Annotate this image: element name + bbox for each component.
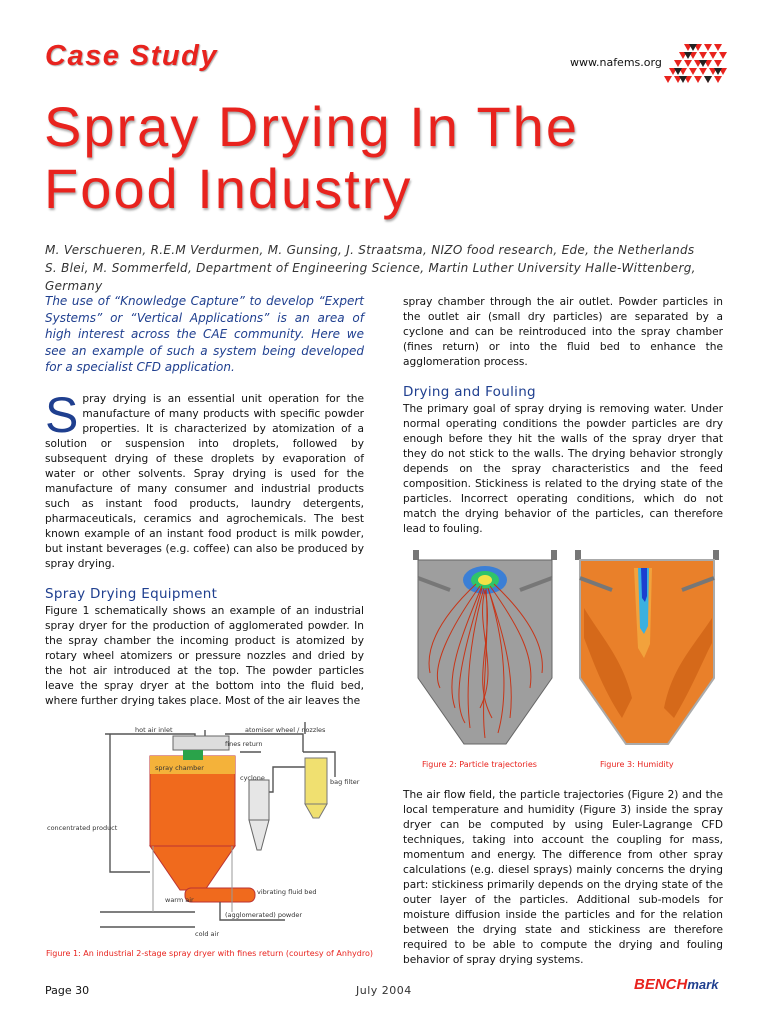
label-spray-chamber: spray chamber bbox=[155, 764, 204, 772]
title-line-2: Food Industry bbox=[44, 157, 413, 220]
authors-line-1: M. Verschueren, R.E.M Verdurmen, M. Gunsing, J. Straatsma, NIZO food research, Ede, the Netherlands bbox=[45, 243, 695, 257]
figure-1-caption: Figure 1: An industrial 2-stage spray dryer with fines return (courtesy of Anhydro) bbox=[46, 949, 373, 958]
label-warm-air: warm air bbox=[165, 896, 194, 904]
label-fines-return: fines return bbox=[225, 740, 263, 748]
issue-date: July 2004 bbox=[356, 984, 412, 997]
page-number: Page 30 bbox=[45, 984, 90, 997]
label-cold-air: cold air bbox=[195, 930, 220, 938]
heading-drying-and-fouling: Drying and Fouling bbox=[403, 384, 536, 400]
benchmark-logo-part1: BENCH bbox=[634, 976, 688, 993]
label-bag-filter: bag filter bbox=[330, 778, 360, 786]
intro-text: pray drying is an essential unit operation for the manufacture of many products with specific powder properties. It is characterized by atomization of a solution or suspension into droplets, followed by subsequent drying of these droplets by evaporation of water or other solvents. Spray drying is used for the manufacture of many consumer and industrial products such as instant food products, laundry detergents, pharmaceuticals, ceramics and agrochemicals. The best known example of an instant food product is milk powder, but instant beverages (e.g. coffee) can also be produced by spray drying. bbox=[45, 392, 364, 570]
figure-3-humidity-image bbox=[572, 548, 722, 748]
right-column-lower bbox=[403, 788, 723, 968]
article-title bbox=[44, 96, 579, 220]
site-url[interactable]: www.nafems.org bbox=[570, 56, 662, 69]
lead-paragraph: The use of “Knowledge Capture” to develop “Expert Systems” or “Vertical Applications” is an area of high interest across the CAE community. Here we see an example of such a system being developed for a specialist CFD application. bbox=[45, 294, 364, 375]
figure-2-caption: Figure 2: Particle trajectories bbox=[422, 760, 537, 769]
section-tag: Case Study bbox=[45, 40, 218, 72]
drop-cap: S bbox=[45, 386, 79, 443]
benchmark-logo-part2: mark bbox=[687, 977, 719, 992]
label-atomiser: atomiser wheel / nozzles bbox=[245, 726, 326, 734]
title-line-1: Spray Drying In The bbox=[44, 95, 579, 158]
figure-2-particle-trajectories-image bbox=[410, 548, 560, 748]
airflow-paragraph: The air flow field, the particle trajectories (Figure 2) and the local temperature and humidity (Figure 3) inside the spray dryer can be computed by using Euler-Lagrange CFD techniques, taking into account the coupling for mass, momentum and energy. The difference from other spray calculations (e.g. diesel sprays) mainly concerns the drying part: stickiness primarily depends on the drying state of the outer layer of the particles. Additional sub-models for moisture diffusion inside the particles and for the relation between the drying state and stickiness are therefore required to be able to compute the drying and fouling behavior of spray drying systems. bbox=[403, 789, 723, 966]
author-list bbox=[45, 241, 735, 295]
right-column bbox=[403, 295, 723, 537]
heading-spray-drying-equipment: Spray Drying Equipment bbox=[45, 585, 218, 602]
continued-paragraph: spray chamber through the air outlet. Powder particles in the outlet air (small dry particles) are separated by a cyclone and can be reintroduced into the spray chamber (fines return) or into the fluid bed to enhance the agglomeration process. bbox=[403, 296, 723, 368]
label-cyclone: cyclone bbox=[240, 774, 265, 782]
label-hot-air-inlet: hot air inlet bbox=[135, 726, 173, 734]
authors-line-2: S. Blei, M. Sommerfeld, Department of Engineering Science, Martin Luther University Halle-Wittenberg, Germany bbox=[45, 261, 696, 293]
label-vibrating-fluid-bed: vibrating fluid bed bbox=[257, 888, 317, 896]
label-agglomerated-powder: (agglomerated) powder bbox=[225, 911, 303, 919]
label-concentrated-product: concentrated product bbox=[47, 824, 118, 832]
figure-3-caption: Figure 3: Humidity bbox=[600, 760, 674, 769]
nafems-logo-icon bbox=[640, 40, 728, 88]
benchmark-logo bbox=[634, 976, 718, 993]
intro-paragraph bbox=[45, 386, 364, 572]
fouling-paragraph: The primary goal of spray drying is removing water. Under normal operating conditions the powder particles are dry enough before they hit the walls of the spray dryer that they do not stick to the walls. The drying behavior strongly depends on the spray characteristics and the feed composition. Stickiness is related to the drying state of the particles. Incorrect operating conditions, which do not match the drying behavior of the particles, can therefore lead to fouling. bbox=[403, 403, 723, 535]
equipment-paragraph: Figure 1 schematically shows an example of an industrial spray dryer for the production of agglomerated powder. In the spray chamber the incoming product is atomized by rotary wheel atomizers or pressure nozzles and dried by the hot air introduced at the top. The powder particles leave the spray dryer at the bottom into the fluid bed, where further drying takes place. Most of the air leaves the bbox=[45, 604, 364, 707]
figure-1-spray-dryer-diagram bbox=[45, 722, 375, 942]
left-column bbox=[45, 293, 364, 709]
